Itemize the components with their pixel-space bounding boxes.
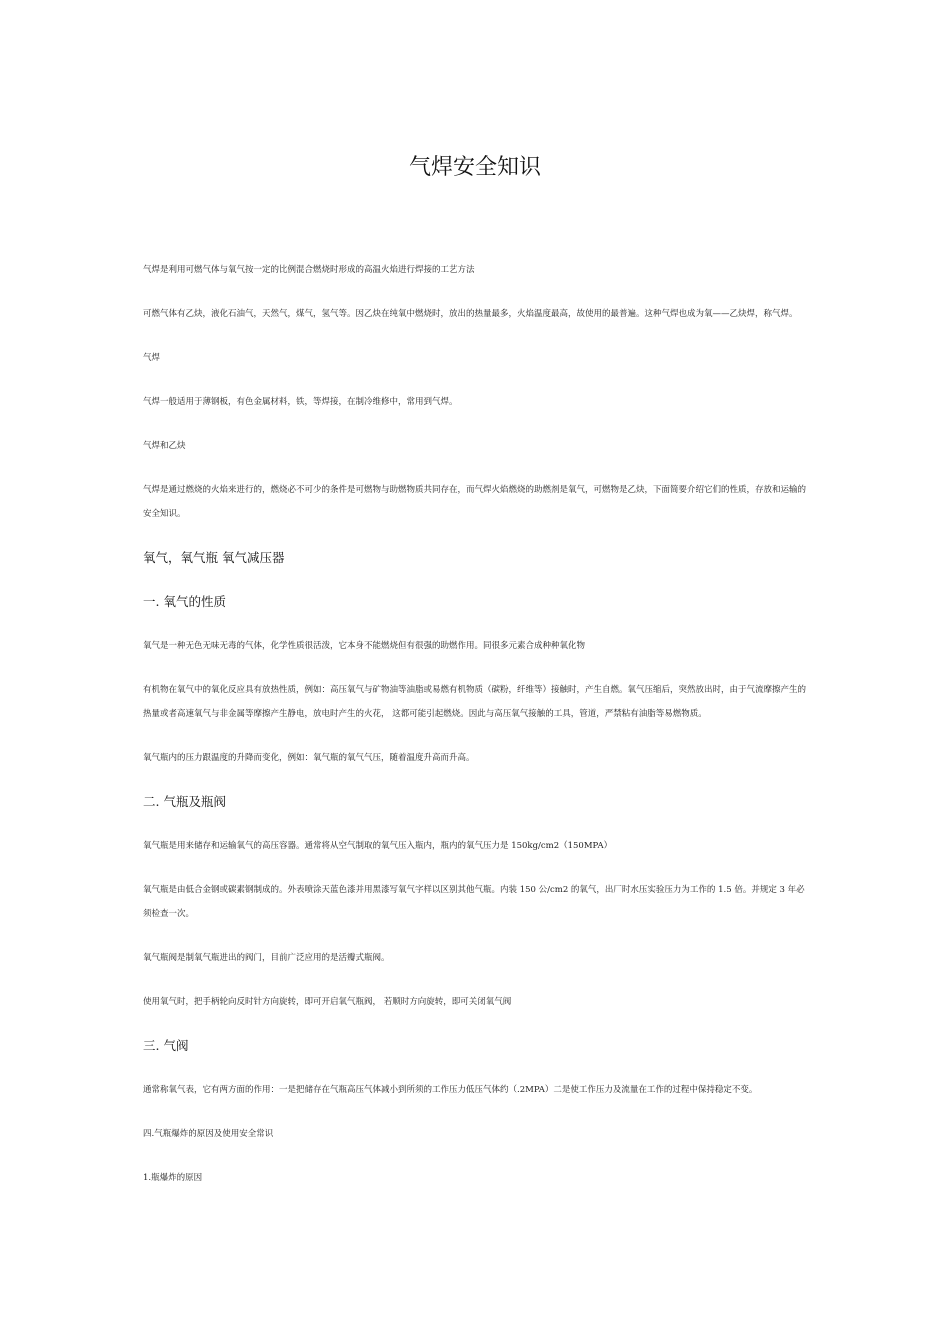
- paragraph: 气焊是通过燃烧的火焰来进行的，燃烧必不可少的条件是可燃物与助燃物质共同存在，而气焊火焰燃烧的助燃剂是氧气，可燃物是乙炔，下面简要介绍它们的性质，存放和运输的安全知识。: [143, 485, 807, 519]
- paragraph: 氧气瓶是由低合金钢或碳素钢制成的。外表喷涂天蓝色漆并用黑漆写氧气字样以区别其他气瓶。内装 150 公/cm2 的氧气，出厂时水压实验压力为工作的 1.5 倍。并规定 3 年必须检查一次。: [143, 885, 805, 919]
- paragraph: 氧气瓶是用来储存和运输氧气的高压容器。通常将从空气制取的氧气压入瓶内，瓶内的氧气压力是 150kg/cm2（150MPA）: [143, 841, 613, 851]
- paragraph: 氧气是一种无色无味无毒的气体，化学性质很活泼，它本身不能燃烧但有很强的助燃作用。同很多元素合成种种氧化物: [143, 641, 586, 651]
- section-heading: 一. 氧气的性质: [143, 594, 226, 609]
- section-heading: 三. 气阀: [143, 1038, 189, 1053]
- paragraph: 氧气瓶内的压力跟温度的升降而变化，例如：氧气瓶的氧气气压，随着温度升高而升高。: [143, 753, 475, 763]
- paragraph: 使用氧气时，把手柄轮向反时针方向旋转，即可开启氧气瓶阀， 若顺时方向旋转，即可关闭氧气阀: [143, 997, 512, 1007]
- paragraph: 氧气瓶阀是制氧气瓶进出的阀门，目前广泛应用的是活瓣式瓶阀。: [143, 953, 390, 963]
- paragraph: 有机物在氧气中的氧化反应具有放热性质，例如：高压氧气与矿物油等油脂或易燃有机物质（碳粉，纤维等）接触时，产生自燃。氧气压缩后，突然放出时，由于气流摩擦产生的热量或者高速氧气与非金属等摩擦产生静电，放电时产生的火花， 这都可能引起燃烧。因此与高压氧气接触的工具，管道，严禁粘有油脂等易燃物质。: [143, 685, 807, 719]
- paragraph: 可燃气体有乙炔，液化石油气，天然气，煤气，氢气等。因乙炔在纯氧中燃烧时，放出的热量最多，火焰温度最高，故使用的最普遍。这种气焊也成为氧——乙炔焊，称气焊。: [143, 309, 798, 319]
- section-heading: 二. 气瓶及瓶阀: [143, 794, 226, 809]
- document-title: 气焊安全知识: [408, 155, 541, 180]
- paragraph: 1.瓶爆炸的原因: [143, 1173, 203, 1183]
- paragraph: 气焊是利用可燃气体与氧气按一定的比例混合燃烧时形成的高温火焰进行焊接的工艺方法: [143, 265, 475, 275]
- paragraph: 通常称氧气表，它有两方面的作用：一是把储存在气瓶高压气体减小到所须的工作压力低压气体约（.2MPA）二是使工作压力及流量在工作的过程中保持稳定不变。: [143, 1085, 758, 1095]
- section-heading: 氧气，氧气瓶 氧气减压器: [143, 550, 285, 565]
- paragraph: 四.气瓶爆炸的原因及使用安全常识: [143, 1129, 274, 1139]
- paragraph: 气焊: [143, 353, 161, 363]
- document-body: [143, 258, 809, 1190]
- paragraph: 气焊和乙炔: [143, 441, 186, 451]
- paragraph: 气焊一般适用于薄钢板，有色金属材料，铁，等焊接，在制冷维修中，常用到气焊。: [143, 397, 458, 407]
